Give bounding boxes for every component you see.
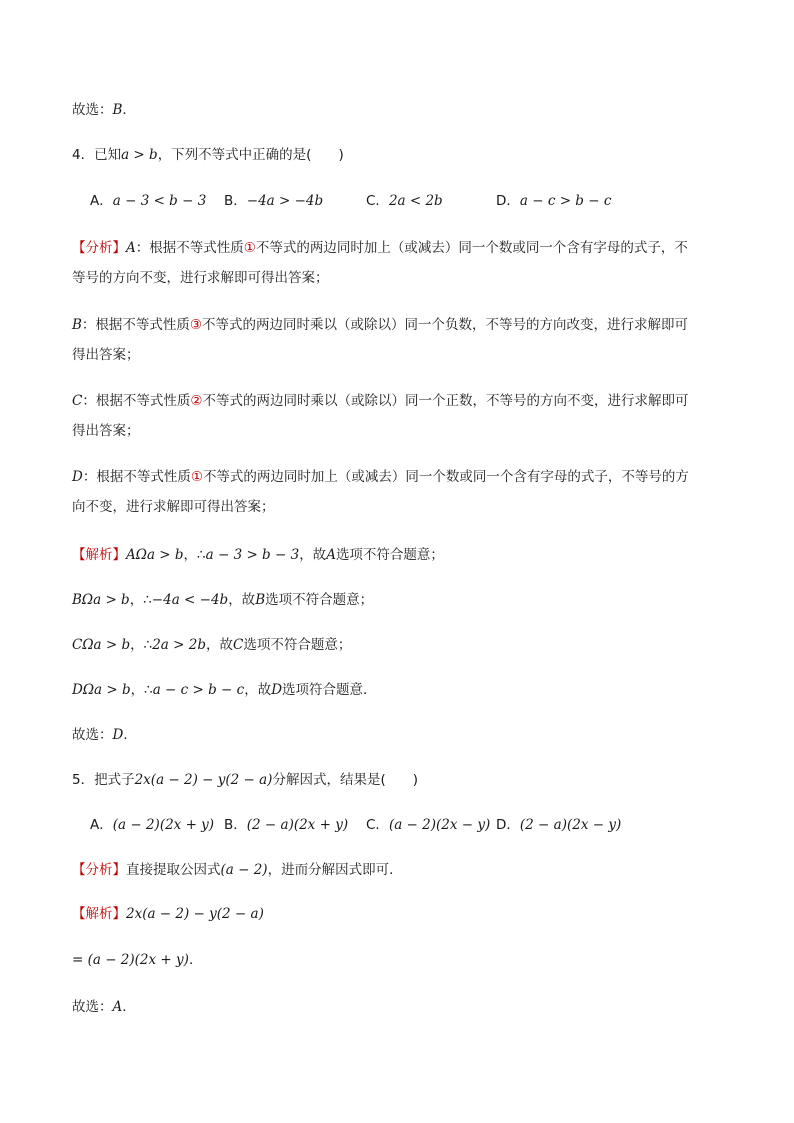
q4-stem: 4．已知a > b，下列不等式中正确的是( )	[72, 147, 344, 163]
q4-solution-a: 【解析】AΩa > b，∴a − 3 > b − 3，故A选项不符合题意；	[72, 547, 444, 563]
q5-option-b: B．(2 − a)(2x + y)	[224, 817, 349, 833]
q4-analysis-b-line2: 得出答案；	[72, 347, 140, 363]
q5-stem: 5．把式子2x(a − 2) − y(2 − a)分解因式，结果是( )	[72, 772, 418, 788]
q5-analysis: 【分析】直接提取公因式(a − 2)，进而分解因式即可．	[72, 862, 403, 878]
q5-solution-line2: = (a − 2)(2x + y)．	[72, 952, 203, 968]
q4-solution-b: BΩa > b，∴−4a < −4b，故B选项不符合题意；	[72, 592, 374, 608]
q4-final-answer: 故选：D．	[72, 727, 137, 743]
q4-analysis-a-line1: 【分析】A：根据不等式性质①不等式的两边同时加上（或减去）同一个数或同一个含有字母的式子，不	[72, 240, 688, 256]
q4-option-b: B．−4a > −4b	[224, 193, 324, 209]
q4-solution-d: DΩa > b，∴a − c > b − c，故D选项符合题意．	[72, 682, 377, 698]
q4-analysis-d-line2: 向不变，进行求解即可得出答案；	[72, 499, 275, 515]
q4-option-d: D．a − c > b − c	[496, 193, 612, 209]
q4-solution-c: CΩa > b，∴2a > 2b，故C选项不符合题意；	[72, 637, 352, 653]
q5-option-c: C．(a − 2)(2x − y)	[366, 817, 491, 833]
q3-final-answer: 故选：B．	[72, 102, 136, 118]
q4-analysis-a-line2: 等号的方向不变，进行求解即可得出答案；	[72, 270, 329, 286]
q5-solution-line1: 【解析】2x(a − 2) − y(2 − a)	[72, 906, 264, 922]
q4-analysis-c-line1: C：根据不等式性质②不等式的两边同时乘以（或除以）同一个正数，不等号的方向不变，进行求解即可	[72, 393, 689, 409]
q4-option-c: C．2a < 2b	[366, 193, 443, 209]
q5-option-a: A．(a − 2)(2x + y)	[90, 817, 215, 833]
q5-final-answer: 故选：A．	[72, 999, 136, 1015]
q5-option-d: D．(2 − a)(2x − y)	[496, 817, 622, 833]
q4-analysis-c-line2: 得出答案；	[72, 423, 140, 439]
q4-analysis-d-line1: D：根据不等式性质①不等式的两边同时加上（或减去）同一个数或同一个含有字母的式子，不等号的方	[72, 469, 689, 485]
q4-option-a: A．a − 3 < b − 3	[90, 193, 207, 209]
q4-analysis-b-line1: B：根据不等式性质③不等式的两边同时乘以（或除以）同一个负数，不等号的方向改变，进行求解即可	[72, 317, 689, 333]
